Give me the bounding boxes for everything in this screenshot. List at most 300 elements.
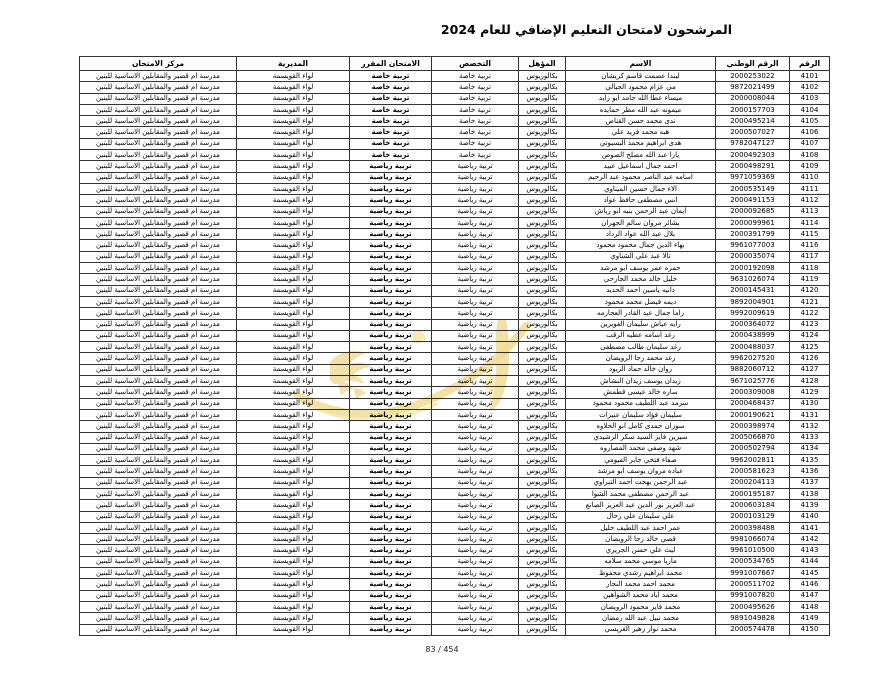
cell-national_id: 2000364072 (716, 319, 790, 330)
cell-directorate: لواء القويسمة (237, 534, 350, 545)
cell-name: ليث علي حسن الجريري (566, 545, 716, 556)
cell-exam: تربية رياضية (350, 364, 432, 375)
table-row (80, 71, 830, 82)
cell-qualification: بكالوريوس (519, 613, 566, 624)
cell-qualification: بكالوريوس (519, 409, 566, 420)
cell-directorate: لواء القويسمة (237, 138, 350, 149)
cell-name: ندى محمد حسن القناص (566, 116, 716, 127)
cell-exam: تربية خاصة (350, 104, 432, 115)
cell-num: 4110 (790, 172, 830, 183)
cell-num: 4114 (790, 217, 830, 228)
cell-num: 4133 (790, 432, 830, 443)
cell-exam: تربية رياضية (350, 601, 432, 612)
cell-qualification: بكالوريوس (519, 556, 566, 567)
cell-center: مدرسة ام قصير والمقابلين الاساسية للبنين (80, 285, 237, 296)
cell-center: مدرسة ام قصير والمقابلين الاساسية للبنين (80, 613, 237, 624)
cell-center: مدرسة ام قصير والمقابلين الاساسية للبنين (80, 195, 237, 206)
cell-specialization: تربية رياضية (432, 466, 519, 477)
table-row (80, 138, 830, 149)
table-row (80, 579, 830, 590)
cell-specialization: تربية رياضية (432, 511, 519, 522)
cell-specialization: تربية رياضية (432, 195, 519, 206)
cell-specialization: تربية رياضية (432, 206, 519, 217)
cell-specialization: تربية رياضية (432, 534, 519, 545)
column-header-national_id: الرقم الوطني (716, 57, 790, 71)
cell-center: مدرسة ام قصير والمقابلين الاساسية للبنين (80, 296, 237, 307)
cell-num: 4113 (790, 206, 830, 217)
cell-exam: تربية رياضية (350, 545, 432, 556)
cell-qualification: بكالوريوس (519, 138, 566, 149)
cell-qualification: بكالوريوس (519, 342, 566, 353)
cell-center: مدرسة ام قصير والمقابلين الاساسية للبنين (80, 364, 237, 375)
cell-specialization: تربية رياضية (432, 240, 519, 251)
cell-qualification: بكالوريوس (519, 274, 566, 285)
cell-qualification: بكالوريوس (519, 376, 566, 387)
cell-national_id: 2000204113 (716, 477, 790, 488)
cell-national_id: 9892004901 (716, 296, 790, 307)
cell-center: مدرسة ام قصير والمقابلين الاساسية للبنين (80, 319, 237, 330)
table-row (80, 195, 830, 206)
cell-name: صفاء فتحي جابر الفيومي (566, 455, 716, 466)
cell-name: سيرين فايز السيد سكر الرشيدي (566, 432, 716, 443)
table-row (80, 455, 830, 466)
table-row (80, 477, 830, 488)
cell-directorate: لواء القويسمة (237, 522, 350, 533)
cell-name: زيدان يوسف زيدان النشاش (566, 376, 716, 387)
cell-name: عباده مروان يوسف ابو مرشد (566, 466, 716, 477)
table-row (80, 296, 830, 307)
cell-national_id: 2000145431 (716, 285, 790, 296)
table-row (80, 376, 830, 387)
table-row (80, 240, 830, 251)
cell-center: مدرسة ام قصير والمقابلين الاساسية للبنين (80, 376, 237, 387)
cell-directorate: لواء القويسمة (237, 195, 350, 206)
cell-directorate: لواء القويسمة (237, 296, 350, 307)
cell-specialization: تربية رياضية (432, 285, 519, 296)
cell-num: 4105 (790, 116, 830, 127)
cell-qualification: بكالوريوس (519, 488, 566, 499)
cell-center: مدرسة ام قصير والمقابلين الاساسية للبنين (80, 127, 237, 138)
cell-qualification: بكالوريوس (519, 104, 566, 115)
cell-directorate: لواء القويسمة (237, 376, 350, 387)
cell-name: سرمد عبد اللطيف محمود محمود (566, 398, 716, 409)
cell-specialization: تربية رياضية (432, 477, 519, 488)
cell-qualification: بكالوريوس (519, 263, 566, 274)
cell-directorate: لواء القويسمة (237, 229, 350, 240)
cell-num: 4130 (790, 398, 830, 409)
cell-num: 4102 (790, 82, 830, 93)
cell-directorate: لواء القويسمة (237, 240, 350, 251)
cell-qualification: بكالوريوس (519, 511, 566, 522)
cell-qualification: بكالوريوس (519, 432, 566, 443)
cell-name: بهاء الدين جمال محمود محمود (566, 240, 716, 251)
cell-qualification: بكالوريوس (519, 161, 566, 172)
cell-qualification: بكالوريوس (519, 466, 566, 477)
table-row (80, 104, 830, 115)
cell-directorate: لواء القويسمة (237, 432, 350, 443)
cell-directorate: لواء القويسمة (237, 330, 350, 341)
cell-national_id: 2000495626 (716, 601, 790, 612)
cell-num: 4115 (790, 229, 830, 240)
cell-qualification: بكالوريوس (519, 545, 566, 556)
cell-num: 4125 (790, 342, 830, 353)
cell-qualification: بكالوريوس (519, 353, 566, 364)
cell-center: مدرسة ام قصير والمقابلين الاساسية للبنين (80, 71, 237, 82)
cell-exam: تربية رياضية (350, 511, 432, 522)
cell-qualification: بكالوريوس (519, 443, 566, 454)
cell-center: مدرسة ام قصير والمقابلين الاساسية للبنين (80, 353, 237, 364)
cell-specialization: تربية رياضية (432, 590, 519, 601)
column-header-directorate: المديرية (237, 57, 350, 71)
cell-num: 4126 (790, 353, 830, 364)
cell-directorate: لواء القويسمة (237, 443, 350, 454)
cell-exam: تربية رياضية (350, 387, 432, 398)
cell-directorate: لواء القويسمة (237, 183, 350, 194)
cell-directorate: لواء القويسمة (237, 455, 350, 466)
cell-national_id: 2000535149 (716, 183, 790, 194)
cell-national_id: 2000099961 (716, 217, 790, 228)
cell-qualification: بكالوريوس (519, 387, 566, 398)
cell-center: مدرسة ام قصير والمقابلين الاساسية للبنين (80, 590, 237, 601)
cell-specialization: تربية رياضية (432, 432, 519, 443)
column-header-qualification: المؤهل (519, 57, 566, 71)
cell-qualification: بكالوريوس (519, 195, 566, 206)
cell-national_id: 2000495214 (716, 116, 790, 127)
cell-center: مدرسة ام قصير والمقابلين الاساسية للبنين (80, 568, 237, 579)
cell-national_id: 9961077003 (716, 240, 790, 251)
cell-exam: تربية رياضية (350, 534, 432, 545)
cell-specialization: تربية رياضية (432, 319, 519, 330)
cell-qualification: بكالوريوس (519, 217, 566, 228)
cell-national_id: 2000195187 (716, 488, 790, 499)
cell-specialization: تربية رياضية (432, 568, 519, 579)
cell-exam: تربية رياضية (350, 568, 432, 579)
cell-national_id: 9782047127 (716, 138, 790, 149)
cell-qualification: بكالوريوس (519, 601, 566, 612)
cell-specialization: تربية رياضية (432, 263, 519, 274)
cell-num: 4141 (790, 522, 830, 533)
table-row (80, 161, 830, 172)
cell-exam: تربية رياضية (350, 217, 432, 228)
cell-center: مدرسة ام قصير والمقابلين الاساسية للبنين (80, 240, 237, 251)
cell-specialization: تربية رياضية (432, 398, 519, 409)
cell-exam: تربية رياضية (350, 455, 432, 466)
table-row (80, 443, 830, 454)
table-row (80, 568, 830, 579)
cell-name: محمد ابراهيم رشدي محفوظ (566, 568, 716, 579)
cell-name: حمزه عمر يوسف ابو مرشد (566, 263, 716, 274)
cell-num: 4108 (790, 150, 830, 161)
cell-qualification: بكالوريوس (519, 82, 566, 93)
cell-qualification: بكالوريوس (519, 251, 566, 262)
cell-qualification: بكالوريوس (519, 364, 566, 375)
cell-specialization: تربية رياضية (432, 421, 519, 432)
cell-specialization: تربية رياضية (432, 488, 519, 499)
cell-specialization: تربية رياضية (432, 455, 519, 466)
cell-directorate: لواء القويسمة (237, 601, 350, 612)
cell-num: 4112 (790, 195, 830, 206)
cell-name: بلال عبد الله عواد الرداد (566, 229, 716, 240)
cell-qualification: بكالوريوس (519, 590, 566, 601)
cell-specialization: تربية رياضية (432, 353, 519, 364)
cell-exam: تربية رياضية (350, 263, 432, 274)
cell-specialization: تربية رياضية (432, 296, 519, 307)
cell-specialization: تربية خاصة (432, 93, 519, 104)
cell-name: ديمه فيصل محمد محمود (566, 296, 716, 307)
cell-national_id: 2000581623 (716, 466, 790, 477)
cell-num: 4132 (790, 421, 830, 432)
table-row (80, 229, 830, 240)
cell-national_id: 2000157703 (716, 104, 790, 115)
cell-center: مدرسة ام قصير والمقابلين الاساسية للبنين (80, 138, 237, 149)
cell-specialization: تربية رياضية (432, 522, 519, 533)
cell-center: مدرسة ام قصير والمقابلين الاساسية للبنين (80, 556, 237, 567)
cell-center: مدرسة ام قصير والمقابلين الاساسية للبنين (80, 511, 237, 522)
cell-exam: تربية رياضية (350, 432, 432, 443)
column-header-name: الاسم (566, 57, 716, 71)
cell-specialization: تربية رياضية (432, 217, 519, 228)
cell-national_id: 2000502794 (716, 443, 790, 454)
cell-center: مدرسة ام قصير والمقابلين الاساسية للبنين (80, 500, 237, 511)
cell-name: عبد الرحمن مصطفى محمد الشوا (566, 488, 716, 499)
cell-national_id: 2000253022 (716, 71, 790, 82)
cell-qualification: بكالوريوس (519, 172, 566, 183)
cell-name: محمد نبيل عبد الله رمضان (566, 613, 716, 624)
cell-directorate: لواء القويسمة (237, 150, 350, 161)
cell-qualification: بكالوريوس (519, 568, 566, 579)
cell-exam: تربية رياضية (350, 488, 432, 499)
cell-directorate: لواء القويسمة (237, 127, 350, 138)
cell-national_id: 2000103129 (716, 511, 790, 522)
cell-specialization: تربية خاصة (432, 138, 519, 149)
cell-center: مدرسة ام قصير والمقابلين الاساسية للبنين (80, 409, 237, 420)
cell-num: 4111 (790, 183, 830, 194)
cell-name: سليمان فؤاد سليمان عنيزات (566, 409, 716, 420)
cell-exam: تربية رياضية (350, 500, 432, 511)
cell-exam: تربية رياضية (350, 466, 432, 477)
cell-qualification: بكالوريوس (519, 534, 566, 545)
table-row (80, 601, 830, 612)
cell-qualification: بكالوريوس (519, 206, 566, 217)
cell-directorate: لواء القويسمة (237, 104, 350, 115)
cell-national_id: 2000092685 (716, 206, 790, 217)
table-row (80, 500, 830, 511)
cell-specialization: تربية رياضية (432, 624, 519, 635)
cell-directorate: لواء القويسمة (237, 364, 350, 375)
cell-num: 4150 (790, 624, 830, 635)
table-row (80, 488, 830, 499)
cell-num: 4120 (790, 285, 830, 296)
cell-num: 4127 (790, 364, 830, 375)
cell-national_id: 9981066074 (716, 534, 790, 545)
cell-specialization: تربية رياضية (432, 613, 519, 624)
cell-num: 4121 (790, 296, 830, 307)
cell-specialization: تربية رياضية (432, 161, 519, 172)
cell-specialization: تربية رياضية (432, 579, 519, 590)
cell-directorate: لواء القويسمة (237, 511, 350, 522)
cell-name: دانيه ياسين احمد الحديد (566, 285, 716, 296)
cell-num: 4131 (790, 409, 830, 420)
cell-specialization: تربية خاصة (432, 116, 519, 127)
cell-exam: تربية رياضية (350, 308, 432, 319)
cell-qualification: بكالوريوس (519, 116, 566, 127)
cell-name: تالا عبد علي الشناوي (566, 251, 716, 262)
cell-specialization: تربية رياضية (432, 183, 519, 194)
cell-specialization: تربية خاصة (432, 127, 519, 138)
cell-num: 4107 (790, 138, 830, 149)
cell-directorate: لواء القويسمة (237, 500, 350, 511)
cell-qualification: بكالوريوس (519, 500, 566, 511)
cell-num: 4137 (790, 477, 830, 488)
cell-directorate: لواء القويسمة (237, 590, 350, 601)
cell-national_id: 9991007820 (716, 590, 790, 601)
cell-center: مدرسة ام قصير والمقابلين الاساسية للبنين (80, 251, 237, 262)
table-row (80, 511, 830, 522)
cell-qualification: بكالوريوس (519, 183, 566, 194)
table-row (80, 398, 830, 409)
cell-name: عمر احمد عبد اللطيف خليل (566, 522, 716, 533)
cell-num: 4117 (790, 251, 830, 262)
cell-exam: تربية رياضية (350, 296, 432, 307)
cell-specialization: تربية رياضية (432, 545, 519, 556)
cell-num: 4140 (790, 511, 830, 522)
cell-num: 4124 (790, 330, 830, 341)
cell-name: ليندا عصمت قاسم كريشان (566, 71, 716, 82)
cell-national_id: 9872021499 (716, 82, 790, 93)
cell-qualification: بكالوريوس (519, 229, 566, 240)
cell-exam: تربية خاصة (350, 71, 432, 82)
cell-directorate: لواء القويسمة (237, 545, 350, 556)
cell-center: مدرسة ام قصير والمقابلين الاساسية للبنين (80, 82, 237, 93)
cell-specialization: تربية رياضية (432, 556, 519, 567)
cell-center: مدرسة ام قصير والمقابلين الاساسية للبنين (80, 217, 237, 228)
table-row (80, 263, 830, 274)
cell-directorate: لواء القويسمة (237, 624, 350, 635)
cell-name: سوزان حمدى كامل ابو الحلاوه (566, 421, 716, 432)
cell-name: يارا عبد الله مصلح الصوص (566, 150, 716, 161)
cell-center: مدرسة ام قصير والمقابلين الاساسية للبنين (80, 263, 237, 274)
cell-national_id: 9671025776 (716, 376, 790, 387)
cell-qualification: بكالوريوس (519, 319, 566, 330)
cell-exam: تربية رياضية (350, 443, 432, 454)
cell-qualification: بكالوريوس (519, 93, 566, 104)
cell-qualification: بكالوريوس (519, 330, 566, 341)
cell-national_id: 9971059369 (716, 172, 790, 183)
cell-directorate: لواء القويسمة (237, 217, 350, 228)
cell-exam: تربية خاصة (350, 150, 432, 161)
cell-num: 4142 (790, 534, 830, 545)
cell-directorate: لواء القويسمة (237, 342, 350, 353)
cell-exam: تربية رياضية (350, 590, 432, 601)
cell-national_id: 2000574478 (716, 624, 790, 635)
cell-name: هبه محمد فريد علي (566, 127, 716, 138)
cell-exam: تربية رياضية (350, 319, 432, 330)
cell-center: مدرسة ام قصير والمقابلين الاساسية للبنين (80, 522, 237, 533)
table-row (80, 330, 830, 341)
cell-center: مدرسة ام قصير والمقابلين الاساسية للبنين (80, 161, 237, 172)
table-row (80, 93, 830, 104)
cell-center: مدرسة ام قصير والمقابلين الاساسية للبنين (80, 443, 237, 454)
cell-national_id: 2000511702 (716, 579, 790, 590)
cell-num: 4146 (790, 579, 830, 590)
cell-center: مدرسة ام قصير والمقابلين الاساسية للبنين (80, 432, 237, 443)
cell-directorate: لواء القويسمة (237, 409, 350, 420)
cell-directorate: لواء القويسمة (237, 579, 350, 590)
table-row (80, 342, 830, 353)
cell-name: رغد سليمان طالب مصطفى (566, 342, 716, 353)
cell-exam: تربية رياضية (350, 240, 432, 251)
cell-specialization: تربية خاصة (432, 82, 519, 93)
cell-num: 4149 (790, 613, 830, 624)
cell-name: ساره خالد عيسى قطمش (566, 387, 716, 398)
cell-national_id: 2000468437 (716, 398, 790, 409)
cell-num: 4144 (790, 556, 830, 567)
cell-center: مدرسة ام قصير والمقابلين الاساسية للبنين (80, 398, 237, 409)
cell-specialization: تربية رياضية (432, 387, 519, 398)
cell-name: احمد جمال اسماعيل عبيد (566, 161, 716, 172)
cell-national_id: 9962027520 (716, 353, 790, 364)
cell-national_id: 2000498291 (716, 161, 790, 172)
cell-directorate: لواء القويسمة (237, 308, 350, 319)
cell-center: مدرسة ام قصير والمقابلين الاساسية للبنين (80, 93, 237, 104)
cell-exam: تربية رياضية (350, 330, 432, 341)
cell-national_id: 9992009619 (716, 308, 790, 319)
cell-directorate: لواء القويسمة (237, 488, 350, 499)
table-body (80, 71, 830, 636)
cell-qualification: بكالوريوس (519, 71, 566, 82)
cell-national_id: 2000008044 (716, 93, 790, 104)
cell-center: مدرسة ام قصير والمقابلين الاساسية للبنين (80, 421, 237, 432)
cell-exam: تربية رياضية (350, 172, 432, 183)
cell-exam: تربية رياضية (350, 353, 432, 364)
cell-qualification: بكالوريوس (519, 398, 566, 409)
column-header-specialization: التخصص (432, 57, 519, 71)
cell-name: محمد اياد محمد الشواهين (566, 590, 716, 601)
cell-num: 4103 (790, 93, 830, 104)
cell-exam: تربية خاصة (350, 127, 432, 138)
table-row (80, 432, 830, 443)
cell-specialization: تربية رياضية (432, 308, 519, 319)
cell-center: مدرسة ام قصير والمقابلين الاساسية للبنين (80, 488, 237, 499)
cell-national_id: 2000438999 (716, 330, 790, 341)
cell-center: مدرسة ام قصير والمقابلين الاساسية للبنين (80, 534, 237, 545)
cell-center: مدرسة ام قصير والمقابلين الاساسية للبنين (80, 579, 237, 590)
cell-directorate: لواء القويسمة (237, 319, 350, 330)
cell-qualification: بكالوريوس (519, 522, 566, 533)
cell-exam: تربية خاصة (350, 93, 432, 104)
cell-national_id: 2000309008 (716, 387, 790, 398)
cell-directorate: لواء القويسمة (237, 263, 350, 274)
cell-name: شهد وصفي محمد المصاروه (566, 443, 716, 454)
cell-num: 4134 (790, 443, 830, 454)
cell-directorate: لواء القويسمة (237, 172, 350, 183)
cell-center: مدرسة ام قصير والمقابلين الاساسية للبنين (80, 206, 237, 217)
cell-exam: تربية رياضية (350, 613, 432, 624)
cell-name: الاء جمال حسين الميناوي (566, 183, 716, 194)
cell-center: مدرسة ام قصير والمقابلين الاساسية للبنين (80, 624, 237, 635)
cell-specialization: تربية رياضية (432, 330, 519, 341)
cell-directorate: لواء القويسمة (237, 613, 350, 624)
cell-name: انس مصطفى حافظ عواد (566, 195, 716, 206)
cell-exam: تربية رياضية (350, 556, 432, 567)
cell-name: خليل خالد محمد الجارحي (566, 274, 716, 285)
cell-name: بشائر مروان سالم الجهران (566, 217, 716, 228)
cell-name: عبد الرحمن بهجت احمد التبراوي (566, 477, 716, 488)
cell-num: 4104 (790, 104, 830, 115)
table-row (80, 421, 830, 432)
cell-name: محمد نوار زهير الغريسي (566, 624, 716, 635)
cell-national_id: 2000398488 (716, 522, 790, 533)
